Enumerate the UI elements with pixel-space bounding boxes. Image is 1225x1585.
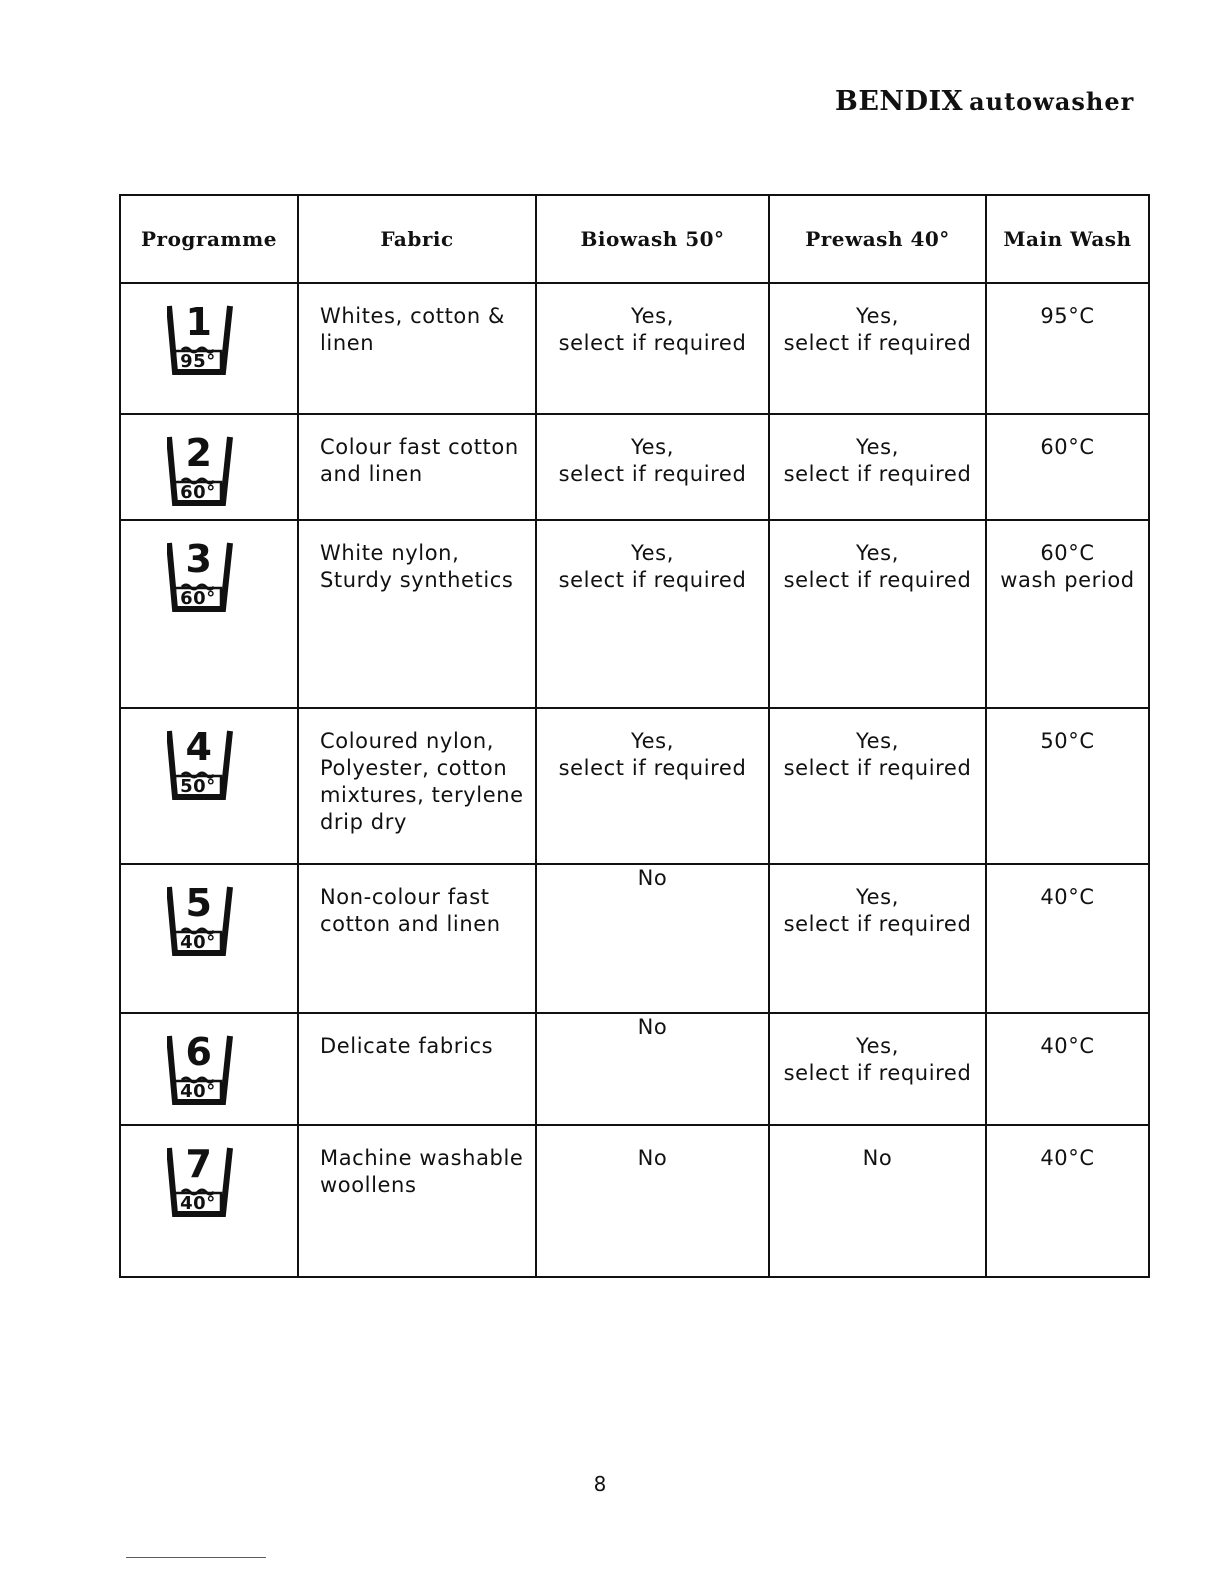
wash-tub-icon xyxy=(167,433,237,509)
wash-tub-icon xyxy=(167,539,237,615)
programme-number: 2 xyxy=(185,431,213,475)
fabric-cell xyxy=(298,520,536,708)
main-wash-cell xyxy=(986,1125,1149,1277)
model-name: autowasher xyxy=(969,87,1135,116)
prewash-text: Yes, select if required xyxy=(783,1034,972,1085)
symbol-temperature: 40° xyxy=(180,1193,216,1214)
prewash-cell xyxy=(769,283,986,414)
wash-tub-icon xyxy=(167,883,237,959)
table-row xyxy=(120,414,1149,520)
header-fabric: Fabric xyxy=(298,195,536,283)
main-wash-cell xyxy=(986,1013,1149,1125)
page-number: 8 xyxy=(593,1472,607,1496)
symbol-temperature: 50° xyxy=(180,776,216,797)
biowash-text: Yes, select if required xyxy=(558,541,747,592)
table-header-row xyxy=(120,195,1149,283)
table-row xyxy=(120,520,1149,708)
fabric-cell xyxy=(298,708,536,864)
main-wash-text: 50°C xyxy=(1040,729,1095,753)
fabric-text: Non-colour fast cotton and linen xyxy=(320,885,501,936)
main-wash-cell xyxy=(986,864,1149,1013)
prewash-text: Yes, select if required xyxy=(783,435,972,486)
prewash-text: No xyxy=(862,1146,893,1170)
biowash-text: No xyxy=(637,1015,668,1039)
main-wash-cell xyxy=(986,520,1149,708)
programme-number: 5 xyxy=(185,881,213,925)
biowash-cell xyxy=(536,708,769,864)
programme-cell xyxy=(120,520,298,708)
biowash-text: Yes, select if required xyxy=(558,435,747,486)
header-main-wash: Main Wash xyxy=(986,195,1149,283)
biowash-cell xyxy=(536,283,769,414)
document-header xyxy=(835,86,1134,117)
brand-name: BENDIX xyxy=(835,86,964,117)
programme-number: 6 xyxy=(185,1030,213,1074)
biowash-cell xyxy=(536,1013,769,1125)
programme-cell xyxy=(120,708,298,864)
symbol-temperature: 40° xyxy=(180,932,216,953)
fabric-text: Machine washable woollens xyxy=(320,1146,524,1197)
programme-cell xyxy=(120,864,298,1013)
fabric-cell xyxy=(298,283,536,414)
main-wash-cell xyxy=(986,283,1149,414)
prewash-text: Yes, select if required xyxy=(783,885,972,936)
biowash-text: Yes, select if required xyxy=(558,304,747,355)
prewash-cell xyxy=(769,864,986,1013)
fabric-text: White nylon, Sturdy synthetics xyxy=(320,541,514,592)
programme-number: 7 xyxy=(185,1142,213,1186)
wash-tub-icon xyxy=(167,1032,237,1108)
programme-cell xyxy=(120,1013,298,1125)
symbol-temperature: 60° xyxy=(180,482,216,503)
prewash-text: Yes, select if required xyxy=(783,729,972,780)
prewash-cell xyxy=(769,520,986,708)
programme-number: 1 xyxy=(185,300,213,344)
biowash-cell xyxy=(536,520,769,708)
fabric-cell xyxy=(298,864,536,1013)
fabric-text: Coloured nylon, Polyester, cotton mixtures, terylene drip dry xyxy=(320,729,524,834)
prewash-cell xyxy=(769,708,986,864)
fabric-text: Delicate fabrics xyxy=(320,1034,494,1058)
main-wash-cell xyxy=(986,708,1149,864)
table-row xyxy=(120,1125,1149,1277)
header-prewash: Prewash 40° xyxy=(769,195,986,283)
symbol-temperature: 95° xyxy=(180,351,216,372)
main-wash-text: 40°C xyxy=(1040,1034,1095,1058)
prewash-cell xyxy=(769,1125,986,1277)
table-row xyxy=(120,1013,1149,1125)
table-row xyxy=(120,708,1149,864)
wash-tub-icon xyxy=(167,727,237,803)
table-row xyxy=(120,283,1149,414)
fabric-cell xyxy=(298,1013,536,1125)
main-wash-cell xyxy=(986,414,1149,520)
main-wash-text: 40°C xyxy=(1040,885,1095,909)
prewash-cell xyxy=(769,414,986,520)
header-biowash: Biowash 50° xyxy=(536,195,769,283)
fabric-text: Whites, cotton & linen xyxy=(320,304,506,355)
main-wash-text: 60°C xyxy=(1040,435,1095,459)
programme-cell xyxy=(120,414,298,520)
main-wash-text: 95°C xyxy=(1040,304,1095,328)
wash-programme-table xyxy=(119,194,1150,1278)
prewash-cell xyxy=(769,1013,986,1125)
biowash-text: No xyxy=(637,1146,668,1170)
symbol-temperature: 60° xyxy=(180,588,216,609)
table-row xyxy=(120,864,1149,1013)
biowash-cell xyxy=(536,1125,769,1277)
prewash-text: Yes, select if required xyxy=(783,304,972,355)
fabric-cell xyxy=(298,1125,536,1277)
programme-cell xyxy=(120,1125,298,1277)
wash-tub-icon xyxy=(167,302,237,378)
header-programme: Programme xyxy=(120,195,298,283)
biowash-text: Yes, select if required xyxy=(558,729,747,780)
programme-cell xyxy=(120,283,298,414)
footer-divider xyxy=(126,1557,266,1558)
programme-number: 4 xyxy=(185,725,213,769)
biowash-cell xyxy=(536,864,769,1013)
biowash-text: No xyxy=(637,866,668,890)
fabric-text: Colour fast cotton and linen xyxy=(320,435,519,486)
main-wash-text: 40°C xyxy=(1040,1146,1095,1170)
biowash-cell xyxy=(536,414,769,520)
wash-tub-icon xyxy=(167,1144,237,1220)
fabric-cell xyxy=(298,414,536,520)
main-wash-text: 60°C wash period xyxy=(1000,541,1135,592)
programme-number: 3 xyxy=(185,537,213,581)
prewash-text: Yes, select if required xyxy=(783,541,972,592)
symbol-temperature: 40° xyxy=(180,1081,216,1102)
